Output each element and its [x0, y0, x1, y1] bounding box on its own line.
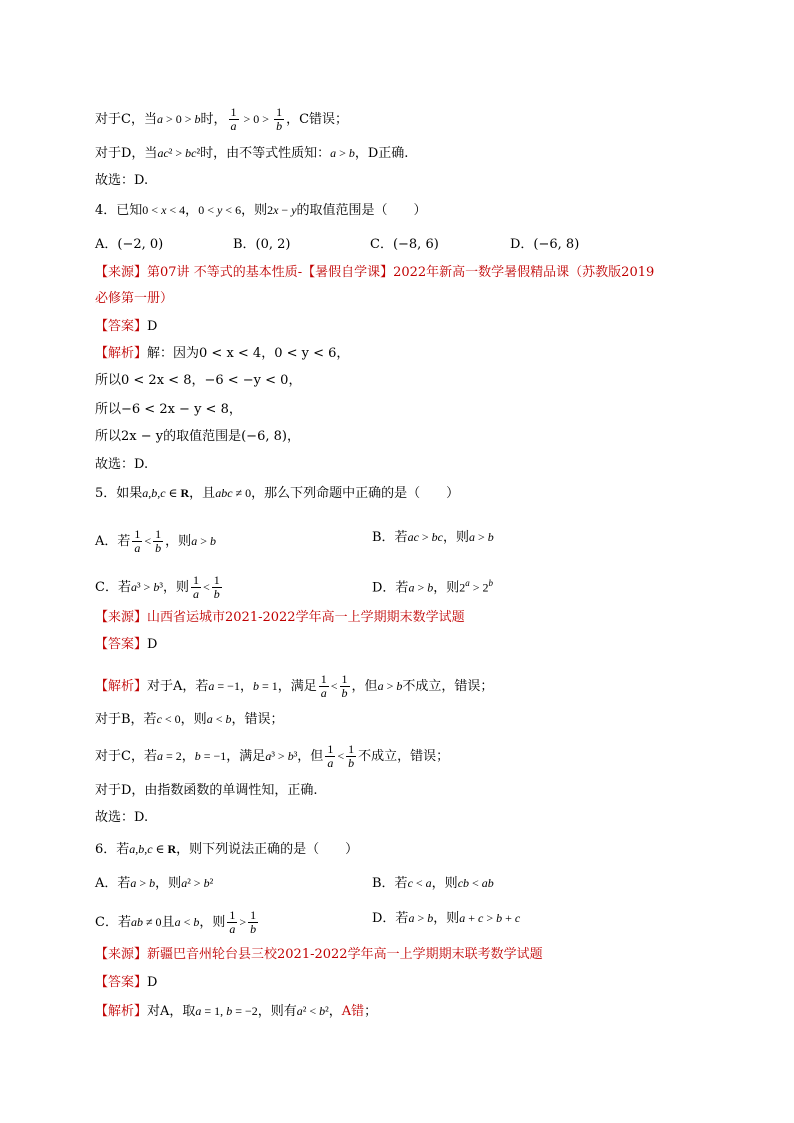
answer-value: D — [147, 637, 158, 652]
answer-label: 【答案】 — [95, 975, 148, 990]
q4-explanation-4: 所以2x − y的取值范围是(−6, 8)， — [95, 429, 300, 444]
q6-explanation-1: 【解析】对A，取a = 1, b = −2，则有a² < b²，A错； — [95, 1004, 378, 1019]
q4-source — [95, 264, 654, 282]
q5-option-b: B．若ac > bc，则a > b — [372, 530, 494, 545]
answer-label: 【答案】 — [95, 637, 148, 652]
q4-source-cont: 必修第一册） — [95, 291, 174, 306]
line-d-correct: 对于D，当ac² > bc²时，由不等式性质知：a > b，D正确. — [95, 146, 409, 161]
q4-option-d: D．(−6, 8) — [510, 237, 580, 252]
source-label: 【来源】 — [95, 265, 148, 280]
q4-option-c: C．(−8, 6) — [370, 237, 439, 252]
answer-value: D — [147, 319, 158, 334]
fraction: $\frac{1}{a}$ — [230, 105, 237, 133]
q6-source — [95, 946, 543, 964]
q4-option-b: B．(0, 2) — [233, 237, 291, 252]
q5-option-c: C．若a³ > b³，则 $\frac{1}{a}$ < $\frac{1}{b}$ — [95, 573, 220, 601]
answer-choice-line: 故选：D. — [95, 173, 149, 188]
q5-explanation-1: 【解析】对于A，若a = −1，b = 1，满足 $\frac{1}{a}$ < $\frac{1}{b}$ ，但a > b不成立，错误； — [95, 672, 494, 700]
q6-option-b: B．若c < a，则cb < ab — [372, 876, 494, 891]
source-text: 第07讲 不等式的基本性质-【暑假自学课】2022年新高一数学暑假精品课（苏教版2019 — [147, 265, 655, 280]
explanation-label: 【解析】 — [95, 1004, 148, 1019]
fraction: $\frac{1}{b}$ — [276, 105, 283, 133]
q6-option-d: D．若a > b，则a + c > b + c — [372, 911, 521, 926]
line-c-wrong: 对于C，当a > 0 > b时， $\frac{1}{a}$ > 0 > $\frac{1}{b}$ ，C错误； — [95, 105, 349, 133]
answer-value: D — [147, 975, 158, 990]
q4-explanation-1: 【解析】解：因为0 < x < 4，0 < y < 6， — [95, 346, 350, 361]
q5-answer — [95, 636, 157, 654]
q6-option-c: C．若ab ≠ 0且a < b，则 $\frac{1}{a}$ > $\frac{1}{b}$ — [95, 908, 257, 936]
source-text: 山西省运城市2021-2022学年高一上学期期末数学试题 — [147, 610, 465, 625]
q5-explanation-3: 对于C，若a = 2，b = −1，满足a³ > b³，但 $\frac{1}{a}$ < $\frac{1}{b}$ 不成立，错误； — [95, 742, 450, 770]
q5-option-d: D．若a > b，则$2^a > 2^b$ — [372, 578, 494, 596]
q4-stem: 4．已知0 < x < 4，0 < y < 6，则2x − y的取值范围是（ ） — [95, 203, 427, 218]
q4-option-a: A．(−2, 0) — [95, 237, 164, 252]
q4-answer — [95, 318, 157, 336]
q4-explanation-2: 所以0 < 2x < 8，−6 < −y < 0， — [95, 373, 302, 388]
q4-explanation-5: 故选：D. — [95, 457, 149, 472]
q5-option-a: A．若 $\frac{1}{a}$ < $\frac{1}{b}$ ，则a > b — [95, 527, 216, 555]
q5-source — [95, 609, 465, 627]
q5-explanation-4: 对于D，由指数函数的单调性知，正确. — [95, 783, 318, 798]
source-label: 【来源】 — [95, 610, 148, 625]
q5-stem: 5．如果a,b,c ∈ R，且abc ≠ 0，那么下列命题中正确的是（ ） — [95, 486, 460, 501]
explanation-label: 【解析】 — [95, 346, 148, 361]
q6-answer — [95, 974, 157, 992]
answer-label: 【答案】 — [95, 319, 148, 334]
q4-explanation-3: 所以−6 < 2x − y < 8， — [95, 402, 242, 417]
source-label: 【来源】 — [95, 947, 148, 962]
source-text: 新疆巴音州轮台县三校2021-2022学年高一上学期期末联考数学试题 — [147, 947, 543, 962]
explanation-label: 【解析】 — [95, 679, 148, 694]
q6-stem: 6．若a,b,c ∈ R，则下列说法正确的是（ ） — [95, 842, 359, 857]
q5-explanation-5: 故选：D. — [95, 810, 149, 825]
q6-option-a: A．若a > b，则a² > b² — [95, 876, 214, 891]
q5-explanation-2: 对于B，若c < 0，则a < b，错误； — [95, 712, 284, 727]
